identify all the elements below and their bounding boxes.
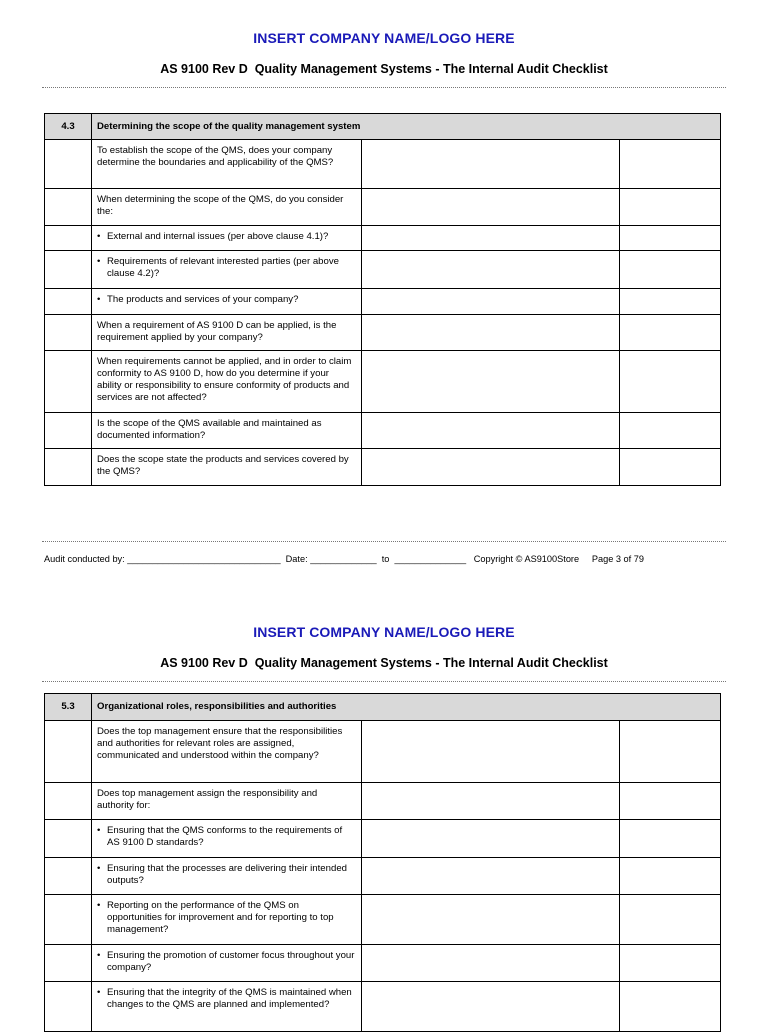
- question-row: [45, 413, 721, 449]
- number-cell: [45, 820, 92, 858]
- question-cell: • External and internal issues (per above clause 4.1)?: [92, 226, 362, 251]
- question-row: [45, 945, 721, 982]
- result-cell[interactable]: [620, 858, 721, 895]
- audit-checklist-table: [44, 113, 721, 486]
- audit-conducted-label: Audit conducted by:: [44, 554, 125, 564]
- evidence-cell[interactable]: [362, 315, 620, 351]
- question-cell: Does top management assign the responsibility and authority for:: [92, 783, 362, 820]
- bullet-icon: •: [97, 987, 101, 998]
- result-cell[interactable]: [620, 982, 721, 1032]
- result-cell[interactable]: [620, 189, 721, 226]
- question-cell: To establish the scope of the QMS, does your company determine the boundaries and applicability of the QMS?: [92, 140, 362, 189]
- section-heading: Organizational roles, responsibilities and authorities: [92, 694, 721, 721]
- result-cell[interactable]: [620, 820, 721, 858]
- number-cell: [45, 289, 92, 315]
- header-divider: [42, 681, 726, 682]
- question-row: [45, 351, 721, 413]
- question-cell: • Ensuring that the integrity of the QMS is maintained when changes to the QMS are planned and implemented?: [92, 982, 362, 1032]
- auditor-name-blank: ______________________________: [127, 554, 281, 564]
- number-cell: [45, 251, 92, 289]
- evidence-cell[interactable]: [362, 858, 620, 895]
- section-header-row: [45, 114, 721, 140]
- bullet-icon: •: [97, 294, 101, 305]
- evidence-cell[interactable]: [362, 140, 620, 189]
- result-cell[interactable]: [620, 783, 721, 820]
- result-cell[interactable]: [620, 351, 721, 413]
- bullet-icon: •: [97, 825, 101, 836]
- evidence-cell[interactable]: [362, 351, 620, 413]
- audit-checklist-table: [44, 693, 721, 1032]
- number-cell: [45, 721, 92, 783]
- result-cell[interactable]: [620, 945, 721, 982]
- bullet-icon: •: [97, 256, 101, 267]
- question-row: [45, 251, 721, 289]
- question-row: [45, 895, 721, 945]
- result-cell[interactable]: [620, 140, 721, 189]
- number-cell: [45, 895, 92, 945]
- number-cell: [45, 351, 92, 413]
- document-title: AS 9100 Rev D Quality Management Systems - The Internal Audit Checklist: [160, 656, 608, 670]
- result-cell[interactable]: [620, 721, 721, 783]
- question-cell: When determining the scope of the QMS, do you consider the:: [92, 189, 362, 226]
- result-cell[interactable]: [620, 289, 721, 315]
- question-cell: • The products and services of your company?: [92, 289, 362, 315]
- question-row: [45, 226, 721, 251]
- result-cell[interactable]: [620, 226, 721, 251]
- company-name-placeholder: INSERT COMPANY NAME/LOGO HERE: [253, 30, 515, 46]
- evidence-cell[interactable]: [362, 449, 620, 486]
- section-header-row: [45, 694, 721, 721]
- evidence-cell[interactable]: [362, 289, 620, 315]
- number-cell: [45, 226, 92, 251]
- evidence-cell[interactable]: [362, 820, 620, 858]
- number-cell: [45, 783, 92, 820]
- footer-divider: [42, 541, 726, 542]
- evidence-cell[interactable]: [362, 945, 620, 982]
- evidence-cell[interactable]: [362, 721, 620, 783]
- question-row: [45, 858, 721, 895]
- section-number: 5.3: [45, 694, 92, 721]
- evidence-cell[interactable]: [362, 413, 620, 449]
- evidence-cell[interactable]: [362, 982, 620, 1032]
- question-row: [45, 721, 721, 783]
- result-cell[interactable]: [620, 251, 721, 289]
- evidence-cell[interactable]: [362, 251, 620, 289]
- number-cell: [45, 413, 92, 449]
- question-cell: • Ensuring that the QMS conforms to the requirements of AS 9100 D standards?: [92, 820, 362, 858]
- number-cell: [45, 449, 92, 486]
- number-cell: [45, 140, 92, 189]
- company-name-placeholder: INSERT COMPANY NAME/LOGO HERE: [253, 624, 515, 640]
- result-cell[interactable]: [620, 895, 721, 945]
- number-cell: [45, 189, 92, 226]
- date-label: Date:: [285, 554, 308, 564]
- question-row: [45, 189, 721, 226]
- question-cell: • Requirements of relevant interested parties (per above clause 4.2)?: [92, 251, 362, 289]
- date-to-blank: ______________: [394, 554, 467, 564]
- question-row: [45, 289, 721, 315]
- page-footer: [44, 554, 724, 564]
- page-number: Page 3 of 79: [591, 554, 644, 564]
- evidence-cell[interactable]: [362, 226, 620, 251]
- evidence-cell[interactable]: [362, 189, 620, 226]
- bullet-icon: •: [97, 900, 101, 911]
- question-cell: When a requirement of AS 9100 D can be applied, is the requirement applied by your company?: [92, 315, 362, 351]
- question-cell: • Reporting on the performance of the QMS on opportunities for improvement and for reporting to top management?: [92, 895, 362, 945]
- question-cell: Is the scope of the QMS available and maintained as documented information?: [92, 413, 362, 449]
- header-divider: [42, 87, 726, 88]
- document-title: AS 9100 Rev D Quality Management Systems - The Internal Audit Checklist: [160, 62, 608, 76]
- page-4: [0, 600, 768, 1024]
- question-cell: When requirements cannot be applied, and in order to claim conformity to AS 9100 D, how do you determine if your ability or responsibility to ensure conformity of products and services are not affected?: [92, 351, 362, 413]
- number-cell: [45, 945, 92, 982]
- section-heading: Determining the scope of the quality management system: [92, 114, 721, 140]
- question-cell: • Ensuring the promotion of customer focus throughout your company?: [92, 945, 362, 982]
- question-row: [45, 449, 721, 486]
- result-cell[interactable]: [620, 413, 721, 449]
- question-row: [45, 140, 721, 189]
- bullet-icon: •: [97, 950, 101, 961]
- question-row: [45, 315, 721, 351]
- result-cell[interactable]: [620, 449, 721, 486]
- bullet-icon: •: [97, 863, 101, 874]
- question-row: [45, 820, 721, 858]
- number-cell: [45, 858, 92, 895]
- question-cell: Does the scope state the products and services covered by the QMS?: [92, 449, 362, 486]
- question-row: [45, 783, 721, 820]
- copyright-text: Copyright © AS9100Store: [473, 554, 580, 564]
- question-cell: • Ensuring that the processes are delivering their intended outputs?: [92, 858, 362, 895]
- date-from-blank: _____________: [310, 554, 377, 564]
- bullet-icon: •: [97, 231, 101, 242]
- result-cell[interactable]: [620, 315, 721, 351]
- section-number: 4.3: [45, 114, 92, 140]
- question-row: [45, 982, 721, 1032]
- number-cell: [45, 982, 92, 1032]
- question-cell: Does the top management ensure that the responsibilities and authorities for relevant roles are assigned, communicated and understood within the company?: [92, 721, 362, 783]
- evidence-cell[interactable]: [362, 895, 620, 945]
- date-to-label: to: [381, 554, 390, 564]
- evidence-cell[interactable]: [362, 783, 620, 820]
- number-cell: [45, 315, 92, 351]
